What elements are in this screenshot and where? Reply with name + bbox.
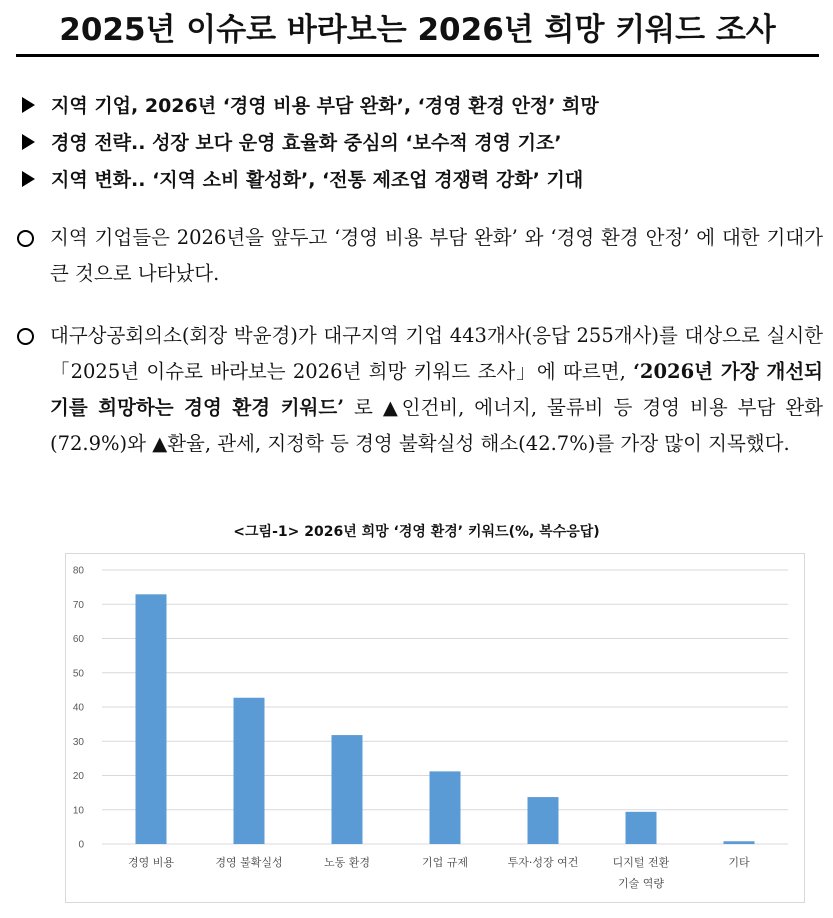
body-paragraph — [17, 220, 823, 292]
bar — [136, 594, 167, 844]
bar — [234, 698, 265, 844]
x-category-label: 투자·성장 여건 — [507, 856, 579, 869]
x-category-label: 경영 비용 — [127, 856, 175, 869]
summary-bullet — [22, 86, 822, 123]
bar — [528, 797, 559, 844]
y-tick-label: 0 — [78, 839, 84, 851]
bar — [626, 812, 657, 844]
y-tick-label: 80 — [72, 565, 84, 577]
y-tick-label: 50 — [72, 668, 84, 680]
bar-chart — [65, 553, 805, 903]
paragraph-text-part: 로 ▲인건비, 에너지, 물류비 등 경영 비용 부담 완화(72.9%)와 ▲환율, 관세, 지정학 등 경영 불확실성 해소(42.7%)를 가장 많이 지목했다. — [50, 396, 823, 455]
y-tick-label: 30 — [72, 736, 84, 748]
triangle-bullet-icon — [22, 134, 35, 150]
paragraph-text — [50, 318, 823, 462]
x-category-label: 기타 — [728, 856, 750, 869]
x-category-label: 기업 규제 — [421, 856, 469, 869]
body-paragraph — [17, 318, 823, 462]
bar — [430, 771, 461, 844]
page-title: 2025년 이슈로 바라보는 2026년 희망 키워드 조사 — [16, 6, 819, 57]
circle-bullet-icon — [17, 328, 34, 345]
paragraph-text: 지역 기업들은 2026년을 앞두고 ‘경영 비용 부담 완화’ 와 ‘경영 환경 안정’ 에 대한 기대가 큰 것으로 나타났다. — [50, 226, 823, 285]
summary-bullet-text: 지역 변화.. ‘지역 소비 활성화’, ‘전통 제조업 경쟁력 강화’ 기대 — [51, 169, 584, 191]
x-category-label: 경영 불확실성 — [215, 856, 283, 869]
summary-bullet-text: 경영 전략.. 성장 보다 운영 효율화 중심의 ‘보수적 경영 기조’ — [51, 132, 562, 154]
x-category-label: 기술 역량 — [617, 877, 665, 890]
bar — [724, 841, 755, 844]
summary-bullets — [22, 86, 822, 197]
summary-bullet-text: 지역 기업, 2026년 ‘경영 비용 부담 완화’, ‘경영 환경 안정’ 희망 — [51, 95, 599, 117]
y-tick-label: 60 — [72, 634, 84, 645]
figure-caption: <그림-1> 2026년 희망 ‘경영 환경’ 키워드(%, 복수응답) — [233, 524, 600, 540]
bar-chart-svg — [66, 554, 804, 902]
triangle-bullet-icon — [22, 171, 35, 187]
bar — [332, 735, 363, 844]
paragraph-text-part: 대구상공회의소(회장 박윤경)가 대구지역 기업 443개사(응답 255개사)를 대상으로 실시한「2025년 이슈로 바라보는 2026년 희망 키워드 조사」에 따르면, — [50, 324, 823, 383]
paragraph-bold-keyword: ‘2026년 가장 개선되기를 희망하는 경영 환경 키워드’ — [50, 360, 823, 419]
summary-bullet — [22, 160, 822, 197]
y-tick-label: 10 — [72, 805, 84, 817]
y-tick-label: 40 — [72, 702, 84, 714]
x-category-label: 노동 환경 — [323, 856, 371, 869]
y-tick-label: 20 — [72, 771, 84, 782]
triangle-bullet-icon — [22, 97, 35, 113]
y-tick-label: 70 — [72, 599, 84, 611]
summary-bullet — [22, 123, 822, 160]
circle-bullet-icon — [17, 230, 34, 247]
x-category-label: 디지털 전환 — [612, 856, 670, 869]
